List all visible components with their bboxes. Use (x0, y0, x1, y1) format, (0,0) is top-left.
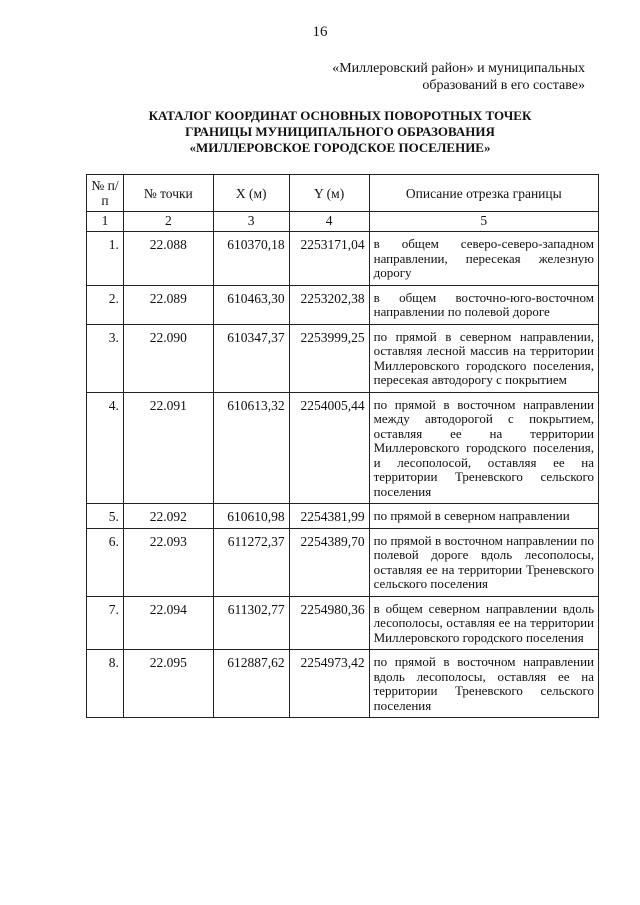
cell-segment-description: по прямой в северном направлении (369, 504, 598, 529)
cell-row-number: 8. (87, 650, 124, 718)
cell-segment-description: по прямой в восточном направлении вдоль лесополосы, оставляя ее на территории Треневского сельского поселения (369, 650, 598, 718)
heading-line-1: КАТАЛОГ КООРДИНАТ ОСНОВНЫХ ПОВОРОТНЫХ ТОЧЕК (148, 108, 532, 123)
cell-y-coordinate: 2254389,70 (289, 528, 369, 596)
column-number: 4 (289, 212, 369, 232)
cell-segment-description: в общем северном направлении вдоль лесополосы, оставляя ее на территории Миллеровского городского поселения (369, 596, 598, 650)
header-segment-description: Описание отрезка границы (369, 175, 598, 212)
cell-row-number: 2. (87, 285, 124, 324)
cell-row-number: 7. (87, 596, 124, 650)
document-subtitle (300, 60, 585, 94)
cell-row-number: 1. (87, 232, 124, 286)
table-row (87, 504, 599, 529)
cell-y-coordinate: 2254005,44 (289, 392, 369, 504)
header-x-coordinate: X (м) (213, 175, 289, 212)
header-row-number: № п/п (87, 175, 124, 212)
cell-y-coordinate: 2254381,99 (289, 504, 369, 529)
subtitle-line-2: образований в его составе» (422, 78, 585, 93)
cell-point-number: 22.088 (123, 232, 213, 286)
table-row (87, 596, 599, 650)
cell-point-number: 22.095 (123, 650, 213, 718)
column-number: 3 (213, 212, 289, 232)
cell-row-number: 4. (87, 392, 124, 504)
cell-y-coordinate: 2254973,42 (289, 650, 369, 718)
cell-x-coordinate: 611272,37 (213, 528, 289, 596)
cell-row-number: 5. (87, 504, 124, 529)
cell-y-coordinate: 2253202,38 (289, 285, 369, 324)
cell-x-coordinate: 611302,77 (213, 596, 289, 650)
column-numbers-row (87, 212, 599, 232)
cell-y-coordinate: 2254980,36 (289, 596, 369, 650)
cell-x-coordinate: 610463,30 (213, 285, 289, 324)
subtitle-line-1: «Миллеровский район» и муниципальных (332, 61, 585, 76)
catalog-heading (60, 108, 620, 156)
page-number: 16 (312, 24, 328, 40)
cell-segment-description: в общем восточно-юго-восточном направлении по полевой дороге (369, 285, 598, 324)
cell-y-coordinate: 2253999,25 (289, 324, 369, 392)
cell-x-coordinate: 610610,98 (213, 504, 289, 529)
cell-row-number: 3. (87, 324, 124, 392)
table-row (87, 528, 599, 596)
cell-point-number: 22.092 (123, 504, 213, 529)
heading-line-2: ГРАНИЦЫ МУНИЦИПАЛЬНОГО ОБРАЗОВАНИЯ (185, 124, 495, 139)
column-number: 5 (369, 212, 598, 232)
heading-line-3: «МИЛЛЕРОВСКОЕ ГОРОДСКОЕ ПОСЕЛЕНИЕ» (189, 140, 491, 155)
cell-point-number: 22.090 (123, 324, 213, 392)
cell-segment-description: по прямой в северном направлении, оставляя лесной массив на территории Миллеровского городского поселения, пересекая автодорогу с покрытием (369, 324, 598, 392)
header-y-coordinate: Y (м) (289, 175, 369, 212)
cell-x-coordinate: 612887,62 (213, 650, 289, 718)
cell-point-number: 22.091 (123, 392, 213, 504)
cell-point-number: 22.094 (123, 596, 213, 650)
cell-x-coordinate: 610613,32 (213, 392, 289, 504)
cell-segment-description: по прямой в восточном направлении по полевой дороге вдоль лесополосы, оставляя ее на территории Треневского сельского поселения (369, 528, 598, 596)
table-row (87, 285, 599, 324)
table-row (87, 392, 599, 504)
cell-segment-description: по прямой в восточном направлении между автодорогой с покрытием, оставляя ее на территории Миллеровского городского поселения, и лесополосой, оставляя ее на территории Треневского сельского поселения (369, 392, 598, 504)
cell-segment-description: в общем северо-северо-западном направлении, пересекая железную дорогу (369, 232, 598, 286)
table-row (87, 232, 599, 286)
header-point-number: № точки (123, 175, 213, 212)
cell-x-coordinate: 610370,18 (213, 232, 289, 286)
column-number: 1 (87, 212, 124, 232)
table-header-row (87, 175, 599, 212)
cell-point-number: 22.093 (123, 528, 213, 596)
cell-point-number: 22.089 (123, 285, 213, 324)
column-number: 2 (123, 212, 213, 232)
cell-y-coordinate: 2253171,04 (289, 232, 369, 286)
cell-x-coordinate: 610347,37 (213, 324, 289, 392)
cell-row-number: 6. (87, 528, 124, 596)
coordinates-table (86, 174, 599, 718)
table-row (87, 324, 599, 392)
table-row (87, 650, 599, 718)
